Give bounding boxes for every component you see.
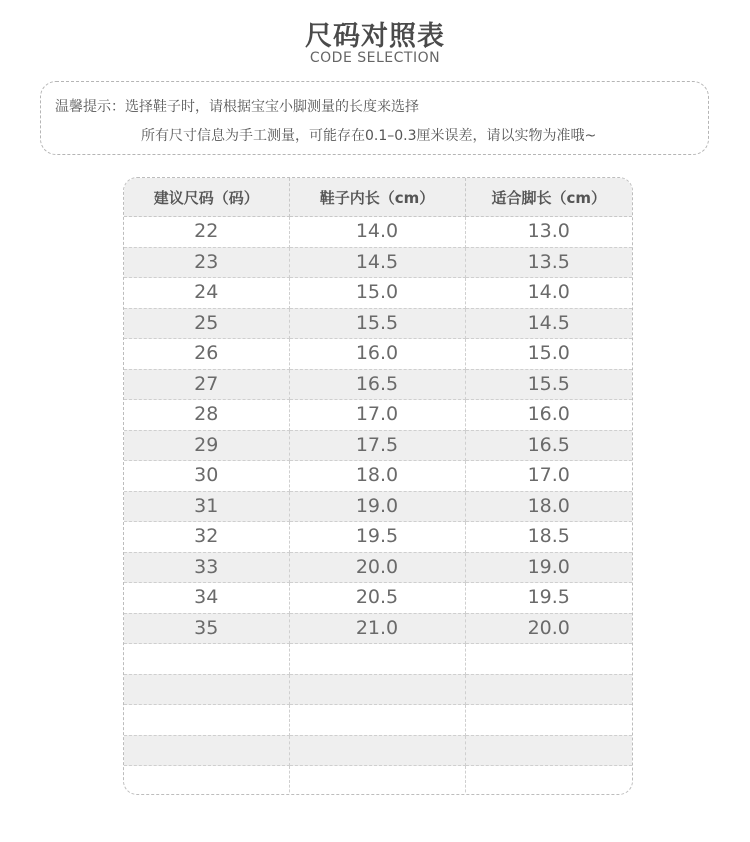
table-row [124,766,632,796]
table-row [124,705,632,736]
cell-size [124,644,289,675]
table-row [124,247,632,278]
size-chart-table [123,177,633,795]
table-row [124,552,632,583]
cell-foot-length: 14.0 [465,278,632,309]
notice-line-1: 温馨提示：选择鞋子时，请根据宝宝小脚测量的长度来选择 [55,99,419,115]
cell-shoe-length: 19.5 [289,522,465,553]
table-row [124,613,632,644]
cell-size: 33 [124,552,289,583]
cell-shoe-length [289,735,465,766]
cell-foot-length [465,735,632,766]
cell-shoe-length: 19.0 [289,491,465,522]
cell-size: 26 [124,339,289,370]
cell-size: 35 [124,613,289,644]
cell-shoe-length [289,644,465,675]
page-title: 尺码对照表 [305,21,445,52]
cell-shoe-length [289,766,465,796]
cell-shoe-length: 17.0 [289,400,465,431]
cell-foot-length: 13.5 [465,247,632,278]
cell-size: 25 [124,308,289,339]
cell-foot-length [465,674,632,705]
cell-shoe-length: 16.5 [289,369,465,400]
cell-foot-length: 13.0 [465,217,632,248]
cell-foot-length: 20.0 [465,613,632,644]
cell-foot-length: 19.0 [465,552,632,583]
notice-box [40,81,709,155]
cell-foot-length [465,766,632,796]
cell-shoe-length: 20.0 [289,552,465,583]
cell-size: 34 [124,583,289,614]
cell-foot-length: 19.5 [465,583,632,614]
table-row [124,522,632,553]
cell-size [124,705,289,736]
cell-size: 24 [124,278,289,309]
table-row [124,674,632,705]
table-row [124,491,632,522]
table-row [124,644,632,675]
cell-size: 22 [124,217,289,248]
cell-shoe-length: 15.5 [289,308,465,339]
table-row [124,278,632,309]
cell-size [124,766,289,796]
cell-shoe-length: 14.5 [289,247,465,278]
cell-foot-length: 18.5 [465,522,632,553]
cell-size: 32 [124,522,289,553]
cell-shoe-length: 14.0 [289,217,465,248]
cell-size: 28 [124,400,289,431]
header-foot-length: 适合脚长（cm） [465,178,632,217]
cell-shoe-length: 20.5 [289,583,465,614]
cell-foot-length [465,644,632,675]
table-row [124,339,632,370]
table-row [124,430,632,461]
table-header-row [124,178,632,217]
page-subtitle: CODE SELECTION [309,50,441,66]
table-row [124,461,632,492]
cell-size [124,674,289,705]
cell-foot-length: 18.0 [465,491,632,522]
table-row [124,217,632,248]
table-row [124,369,632,400]
cell-foot-length: 16.0 [465,400,632,431]
cell-shoe-length: 17.5 [289,430,465,461]
cell-shoe-length: 16.0 [289,339,465,370]
cell-shoe-length: 15.0 [289,278,465,309]
cell-shoe-length: 18.0 [289,461,465,492]
cell-foot-length: 17.0 [465,461,632,492]
cell-foot-length: 15.0 [465,339,632,370]
cell-size: 30 [124,461,289,492]
cell-size: 27 [124,369,289,400]
cell-shoe-length [289,705,465,736]
cell-foot-length [465,705,632,736]
cell-foot-length: 16.5 [465,430,632,461]
cell-foot-length: 14.5 [465,308,632,339]
header-size: 建议尺码（码） [124,178,289,217]
cell-shoe-length: 21.0 [289,613,465,644]
table-row [124,308,632,339]
cell-size: 23 [124,247,289,278]
cell-foot-length: 15.5 [465,369,632,400]
table-row [124,583,632,614]
cell-shoe-length [289,674,465,705]
cell-size: 31 [124,491,289,522]
table-row [124,735,632,766]
table-row [124,400,632,431]
cell-size: 29 [124,430,289,461]
notice-line-2: 所有尺寸信息为手工测量，可能存在0.1–0.3厘米误差，请以实物为准哦~ [141,128,597,144]
cell-size [124,735,289,766]
header-shoe-length: 鞋子内长（cm） [289,178,465,217]
